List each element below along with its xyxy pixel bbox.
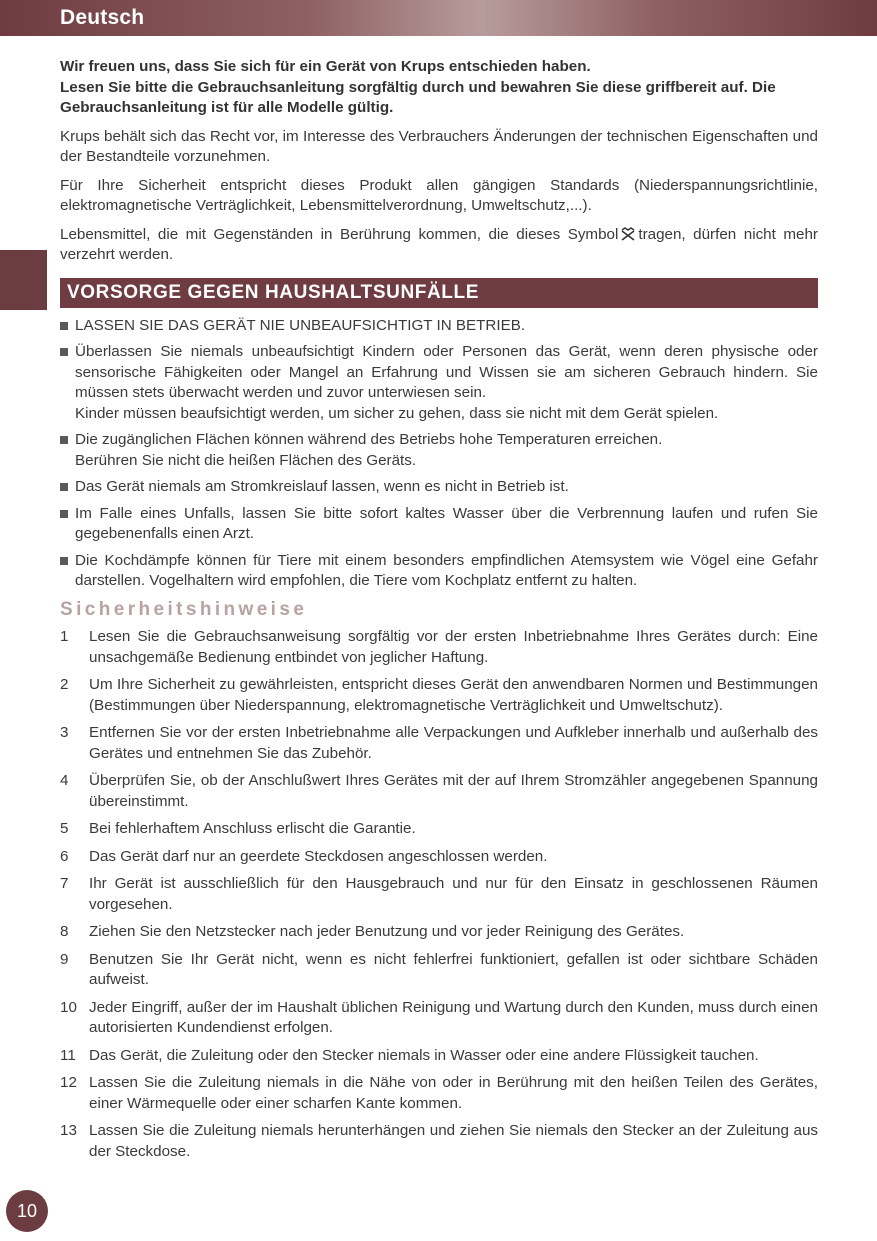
- safety-item-text: Lassen Sie die Zuleitung niemals in die Nähe von oder in Berührung mit den heißen Teilen des Gerätes, einer Wärmequelle oder einer scharfen Kante kommen.: [89, 1074, 818, 1112]
- precaution-line: Das Gerät niemals am Stromkreislauf lassen, wenn es nicht in Betrieb ist.: [75, 478, 569, 495]
- safety-item: [60, 1046, 818, 1067]
- precaution-line: Im Falle eines Unfalls, lassen Sie bitte sofort kaltes Wasser über die Verbrennung laufen und rufen Sie gegebenenfalls einen Arzt.: [75, 504, 818, 542]
- safety-item-text: Das Gerät darf nur an geerdete Steckdosen angeschlossen werden.: [89, 847, 548, 865]
- safety-item-number: 6: [60, 847, 69, 865]
- square-bullet-icon: [60, 436, 68, 444]
- precautions-heading: VORSORGE GEGEN HAUSHALTSUNFÄLLE: [60, 278, 818, 308]
- safety-item-text: Das Gerät, die Zuleitung oder den Stecker niemals in Wasser oder eine andere Flüssigkeit tauchen.: [89, 1046, 759, 1064]
- intro-paragraph-3: [60, 225, 818, 266]
- intro-paragraph-1: Krups behält sich das Recht vor, im Interesse des Verbrauchers Änderungen der technischen Eigenschaften und der Bestandteile vorzunehmen.: [60, 127, 818, 165]
- safety-item: [60, 1121, 818, 1162]
- precaution-line: Berühren Sie nicht die heißen Flächen des Geräts.: [75, 451, 417, 469]
- intro-paragraph-3-after: tragen, dürfen nicht mehr verzehrt werden.: [60, 225, 818, 263]
- safety-item-text: Ihr Gerät ist ausschließlich für den Hausgebrauch und nur für den Einsatz in geschlossenen Räumen vorgesehen.: [89, 875, 818, 913]
- safety-heading: Sicherheitshinweise: [60, 598, 308, 620]
- square-bullet-icon: [60, 348, 68, 356]
- precaution-item: [60, 342, 818, 424]
- safety-list: [60, 627, 818, 1162]
- precaution-line: Kinder müssen beaufsichtigt werden, um sicher zu gehen, dass sie nicht mit dem Gerät spielen.: [75, 404, 719, 422]
- intro-bold-line-2: Lesen Sie bitte die Gebrauchsanleitung sorgfältig durch und bewahren Sie diese griffbereit auf. Die Gebrauchsanleitung ist für alle Modelle gültig.: [60, 78, 776, 116]
- safety-item-number: 1: [60, 628, 69, 645]
- language-label: Deutsch: [60, 6, 145, 29]
- safety-item-text: Ziehen Sie den Netzstecker nach jeder Benutzung und vor jeder Reinigung des Gerätes.: [89, 923, 685, 940]
- square-bullet-icon: [60, 557, 68, 565]
- intro-bold-line-1: Wir freuen uns, dass Sie sich für ein Gerät von Krups entschieden haben.: [60, 58, 591, 75]
- precaution-line: LASSEN SIE DAS GERÄT NIE UNBEAUFSICHTIGT IN BETRIEB.: [75, 316, 526, 334]
- safety-item: [60, 819, 818, 840]
- safety-item: [60, 771, 818, 812]
- page-content: [60, 57, 818, 1169]
- safety-item-number: 12: [60, 1074, 77, 1091]
- safety-item-text: Lassen Sie die Zuleitung niemals herunterhängen und ziehen Sie niemals den Stecker an der Zuleitung aus der Steckdose.: [89, 1122, 818, 1160]
- safety-item: [60, 847, 818, 868]
- safety-item: [60, 723, 818, 764]
- precaution-item: [60, 477, 818, 498]
- safety-item-number: 13: [60, 1122, 77, 1139]
- square-bullet-icon: [60, 510, 68, 518]
- safety-item: [60, 627, 818, 668]
- precaution-item: [60, 504, 818, 545]
- intro-paragraph-3-before: Lebensmittel, die mit Gegenständen in Berührung kommen, die dieses Symbol: [60, 225, 619, 243]
- safety-item-number: 4: [60, 772, 69, 789]
- safety-item-text: Jeder Eingriff, außer der im Haushalt üblichen Reinigung und Wartung durch den Kunden, muss durch einen autorisierten Kundendienst erfolgen.: [89, 998, 818, 1036]
- page-number: 10: [6, 1190, 48, 1232]
- safety-item-text: Um Ihre Sicherheit zu gewährleisten, entspricht dieses Gerät den anwendbaren Normen und Bestimmungen (Bestimmungen über Niederspannung, elektromagnetische Verträglichkeit und Umweltschutz).: [89, 676, 818, 714]
- precaution-line: Die zugänglichen Flächen können während des Betriebs hohe Temperaturen erreichen.: [75, 431, 663, 448]
- square-bullet-icon: [60, 322, 68, 330]
- precaution-line: Die Kochdämpfe können für Tiere mit einem besonders empfindlichen Atemsystem wie Vögel eine Gefahr darstellen. Vogelhaltern wird empfohlen, die Tiere vom Kochplatz entfernt zu halten.: [75, 551, 818, 589]
- intro-paragraph-2: Für Ihre Sicherheit entspricht dieses Produkt allen gängigen Standards (Niederspannungsrichtlinie, elektromagnetische Verträglichkeit, Lebensmittelverordnung, Umweltschutz,...).: [60, 176, 818, 214]
- no-food-contact-symbol-icon: [620, 227, 636, 241]
- safety-item-text: Entfernen Sie vor der ersten Inbetriebnahme alle Verpackungen und Aufkleber innerhalb und außerhalb des Gerätes und entnehmen Sie das Zubehör.: [89, 724, 818, 762]
- intro-bold: [60, 57, 818, 119]
- safety-item-text: Überprüfen Sie, ob der Anschlußwert Ihres Gerätes mit der auf Ihrem Stromzähler angegebenen Spannung übereinstimmt.: [89, 772, 818, 810]
- safety-item-number: 9: [60, 950, 69, 968]
- precautions-list: [60, 316, 818, 592]
- safety-item: [60, 874, 818, 915]
- safety-item-number: 11: [60, 1046, 76, 1064]
- safety-item-number: 7: [60, 875, 69, 892]
- safety-item-text: Bei fehlerhaftem Anschluss erlischt die Garantie.: [89, 820, 416, 837]
- safety-item: [60, 675, 818, 716]
- safety-item-number: 8: [60, 923, 69, 940]
- safety-item-number: 5: [60, 820, 69, 837]
- safety-item: [60, 950, 818, 991]
- safety-item-text: Benutzen Sie Ihr Gerät nicht, wenn es nicht fehlerfrei funktioniert, gefallen ist oder sichtbare Schäden aufweist.: [89, 950, 818, 988]
- precaution-line: Überlassen Sie niemals unbeaufsichtigt Kindern oder Personen das Gerät, wenn deren physische oder sensorische Fähigkeiten oder Mangel an Erfahrung und Wissen sie am sicheren Gebrauch hindern. Sie müssen stets überwacht werden und zuvor unterwiesen sein.: [75, 343, 818, 401]
- header-bar: [0, 0, 877, 36]
- safety-item: [60, 922, 818, 943]
- precaution-item: [60, 551, 818, 592]
- safety-item: [60, 1073, 818, 1114]
- safety-item-number: 2: [60, 676, 69, 693]
- precaution-item: [60, 430, 818, 471]
- side-tab: [0, 250, 47, 310]
- square-bullet-icon: [60, 483, 68, 491]
- safety-item: [60, 998, 818, 1039]
- safety-item-number: 10: [60, 998, 77, 1016]
- safety-item-number: 3: [60, 724, 69, 741]
- safety-item-text: Lesen Sie die Gebrauchsanweisung sorgfältig vor der ersten Inbetriebnahme Ihres Gerätes durch: Eine unsachgemäße Bedienung entbindet von jeglicher Haftung.: [89, 628, 818, 666]
- precaution-item: [60, 316, 818, 337]
